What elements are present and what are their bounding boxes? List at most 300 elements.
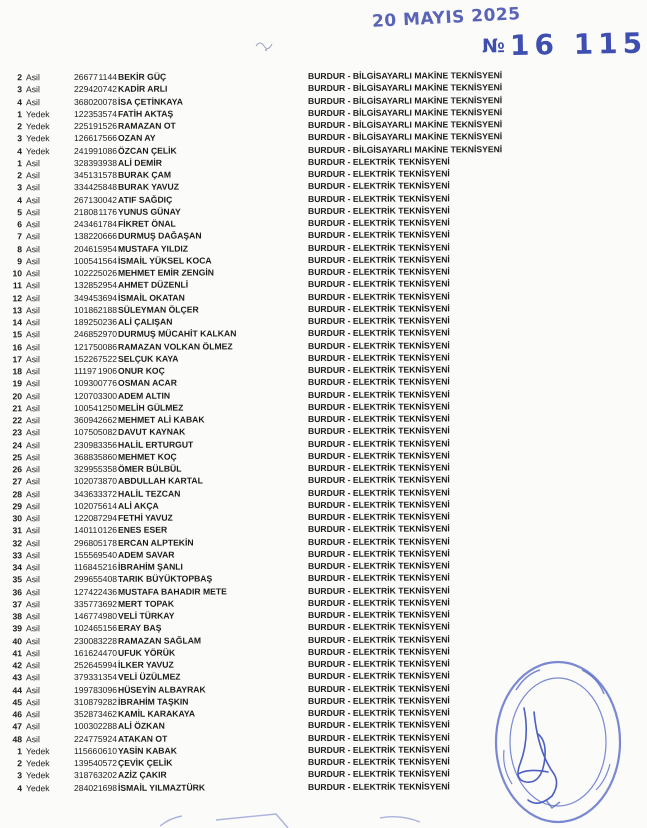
row-program: BURDUR - ELEKTRİK TEKNİSYENİ: [307, 217, 450, 229]
row-type: Asil: [25, 476, 40, 487]
row-id-start: 22477: [73, 733, 98, 744]
row-number: 8: [17, 243, 23, 254]
row-id-start: 16162: [73, 647, 98, 658]
row-name: TARIK BÜYÜKTOPBAŞ: [117, 573, 213, 585]
row-id-end: 5358: [97, 463, 118, 474]
row-type: Yedek: [25, 133, 50, 144]
row-type: Asil: [25, 562, 40, 573]
row-number: 34: [12, 562, 23, 573]
row-id-start: 24685: [73, 329, 98, 340]
row-id-end: 1354: [97, 672, 118, 683]
row-program: BURDUR - ELEKTRİK TEKNİSYENİ: [307, 315, 450, 327]
row-id-end: 1698: [97, 782, 118, 793]
row-id-start: 36802: [73, 96, 98, 107]
row-number: 23: [12, 427, 23, 438]
row-id-start: 23098: [73, 439, 98, 450]
row-id-end: 0126: [97, 525, 118, 536]
row-number: 24: [12, 439, 23, 450]
row-id-end: 5156: [97, 623, 118, 634]
row-program: BURDUR - ELEKTRİK TEKNİSYENİ: [307, 658, 450, 670]
row-id-start: 32839: [73, 157, 98, 168]
row-id-start: 13285: [73, 280, 98, 291]
row-type: Yedek: [25, 782, 50, 793]
row-name: İBRAHİM TAŞKIN: [117, 696, 189, 707]
row-program: BURDUR - ELEKTRİK TEKNİSYENİ: [307, 192, 450, 204]
row-name: MERT TOPAK: [117, 598, 175, 609]
row-id-end: 7566: [97, 133, 118, 144]
row-name: ADEM ALTIN: [117, 390, 171, 401]
row-id-start: 32995: [73, 463, 98, 475]
row-number: 4: [17, 96, 23, 107]
row-name: BURAK ÇAM: [117, 169, 172, 180]
row-number: 17: [12, 354, 23, 365]
row-id-start: 12235: [73, 108, 98, 119]
document-number: 16 115: [509, 26, 647, 62]
row-id-start: 10207: [73, 476, 98, 487]
row-id-end: 3938: [97, 157, 118, 168]
row-id-start: 36883: [73, 451, 98, 462]
row-type: Asil: [25, 611, 40, 622]
row-type: Asil: [25, 194, 40, 205]
row-id-end: 0236: [97, 316, 118, 327]
row-id-start: 33577: [73, 598, 98, 609]
row-id-end: 1176: [98, 206, 118, 217]
row-name: VELİ TÜRKAY: [117, 610, 175, 621]
row-name: İSMAİL OKATAN: [117, 292, 185, 303]
row-program: BURDUR - ELEKTRİK TEKNİSYENİ: [307, 548, 450, 559]
row-id-start: 15556: [73, 549, 98, 560]
pen-mark: [254, 36, 278, 54]
row-name: BEKİR GÜÇ: [117, 71, 167, 82]
row-name: HALİL ERTURGUT: [117, 439, 194, 450]
row-name: ALİ DEMİR: [117, 157, 162, 168]
row-number: 3: [17, 182, 23, 193]
row-id-start: 10750: [73, 427, 98, 438]
row-program: BURDUR - ELEKTRİK TEKNİSYENİ: [307, 584, 450, 596]
row-id-start: 18925: [73, 316, 98, 328]
row-type: Asil: [25, 231, 40, 242]
row-id-start: 22519: [73, 120, 98, 132]
row-name: MEHMET EMİR ZENGİN: [117, 267, 214, 278]
row-name: AZİZ ÇAKIR: [117, 769, 167, 781]
row-id-end: 5082: [97, 427, 118, 438]
row-program: BURDUR - ELEKTRİK TEKNİSYENİ: [307, 290, 450, 302]
row-id-end: 1578: [97, 169, 118, 180]
row-type: Asil: [25, 329, 40, 340]
row-program: BURDUR - ELEKTRİK TEKNİSYENİ: [307, 156, 450, 167]
row-id-start: 24346: [73, 218, 98, 230]
row-name: FETHİ YAVUZ: [117, 512, 173, 523]
row-program: BURDUR - ELEKTRİK TEKNİSYENİ: [307, 633, 450, 645]
row-program: BURDUR - ELEKTRİK TEKNİSYENİ: [307, 339, 450, 351]
row-id-start: 10930: [73, 378, 98, 389]
row-type: Asil: [25, 219, 40, 230]
row-name: BURAK YAVUZ: [117, 181, 179, 193]
row-id-end: 1784: [97, 218, 118, 229]
date-stamp: 20 MAYIS 2025: [371, 4, 522, 32]
row-number: 4: [17, 782, 23, 793]
row-name: VELİ ÜZÜLMEZ: [117, 671, 181, 683]
row-id-start: 20461: [73, 243, 98, 254]
row-id-start: 26713: [73, 194, 98, 205]
row-id-start: 14011: [73, 525, 98, 536]
row-type: Asil: [25, 451, 40, 463]
row-id-start: 10054: [73, 255, 98, 266]
row-id-end: 2662: [97, 414, 118, 425]
row-id-start: 14677: [73, 610, 98, 622]
row-program: BURDUR - ELEKTRİK TEKNİSYENİ: [307, 327, 450, 339]
row-name: DAVUT KAYNAK: [117, 426, 186, 438]
row-number: 5: [17, 207, 23, 218]
row-type: Asil: [25, 598, 40, 610]
row-number: 4: [17, 194, 23, 205]
row-type: Yedek: [25, 758, 50, 769]
row-number: 27: [12, 476, 23, 487]
row-number: 46: [12, 709, 23, 720]
row-program: BURDUR - ELEKTRİK TEKNİSYENİ: [307, 474, 450, 486]
row-id-start: 36094: [73, 414, 98, 426]
row-id-start: 12070: [73, 390, 98, 401]
row-number: 47: [12, 721, 23, 732]
signature-icon: [504, 704, 574, 814]
row-program: BURDUR - ELEKTRİK TEKNİSYENİ: [307, 597, 450, 608]
row-id-end: 5408: [97, 574, 118, 585]
row-type: Yedek: [25, 121, 50, 132]
row-number: 2: [17, 758, 23, 769]
row-type: Asil: [25, 721, 40, 732]
row-id-end: 0610: [97, 745, 118, 756]
row-type: Asil: [25, 574, 40, 585]
row-id-end: 3300: [97, 390, 118, 401]
row-number: 6: [17, 219, 23, 230]
row-name: ERAY BAŞ: [117, 622, 162, 634]
row-number: 1: [17, 746, 23, 757]
row-program: BURDUR - BİLGİSAYARLI MAKİNE TEKNİSYENİ: [307, 131, 503, 143]
row-type: Asil: [25, 537, 40, 548]
row-id-end: 0666: [97, 231, 118, 242]
row-id-end: 1526: [97, 120, 118, 131]
row-number: 41: [12, 648, 23, 659]
row-id-end: 5026: [97, 267, 118, 278]
row-number: 25: [12, 452, 23, 463]
row-id-end: 3096: [97, 684, 118, 695]
row-number: 31: [12, 525, 23, 536]
row-type: Asil: [25, 317, 40, 328]
row-id-end: 9282: [97, 696, 118, 707]
row-type: Yedek: [25, 108, 50, 120]
row-program: BURDUR - ELEKTRİK TEKNİSYENİ: [307, 695, 450, 706]
row-id-start: 34945: [73, 292, 98, 303]
row-name: HALİL TEZCAN: [117, 488, 181, 499]
row-name: SELÇUK KAYA: [117, 353, 179, 364]
row-id-start: 11566: [73, 745, 98, 756]
row-name: FATİH AKTAŞ: [117, 108, 174, 119]
row-id-start: 10030: [73, 721, 98, 732]
row-name: ALİ ÇALIŞAN: [117, 316, 173, 327]
row-program: BURDUR - ELEKTRİK TEKNİSYENİ: [307, 180, 450, 192]
row-id-end: 5216: [97, 561, 118, 572]
row-program: BURDUR - BİLGİSAYARLI MAKİNE TEKNİSYENİ: [307, 70, 503, 82]
row-number: 30: [12, 513, 23, 524]
row-number: 7: [17, 231, 23, 242]
row-id-end: 2288: [97, 721, 118, 732]
row-name: ATIF SAĞDIÇ: [117, 194, 173, 205]
row-number: 44: [12, 684, 23, 695]
row-type: Asil: [25, 353, 40, 365]
row-type: Asil: [25, 255, 40, 267]
row-program: BURDUR - ELEKTRİK TEKNİSYENİ: [307, 254, 450, 265]
row-id-start: 22942: [73, 84, 98, 95]
row-program: BURDUR - ELEKTRİK TEKNİSYENİ: [307, 768, 450, 780]
row-number: 38: [12, 611, 23, 622]
row-id-start: 10054: [73, 402, 98, 413]
row-name: OSMAN ACAR: [117, 377, 177, 389]
row-type: Asil: [25, 378, 40, 389]
row-id-end: 1906: [97, 365, 118, 376]
row-number: 29: [12, 501, 23, 512]
row-program: BURDUR - BİLGİSAYARLI MAKİNE TEKNİSYENİ: [307, 106, 503, 118]
row-program: BURDUR - ELEKTRİK TEKNİSYENİ: [307, 437, 450, 449]
row-number: 2: [17, 121, 23, 132]
row-number: 2: [17, 72, 23, 83]
row-program: BURDUR - ELEKTRİK TEKNİSYENİ: [307, 560, 450, 572]
row-number: 12: [12, 292, 23, 303]
row-type: Asil: [25, 513, 40, 524]
row-id-start: 35287: [73, 708, 98, 720]
row-name: ADEM SAVAR: [117, 549, 175, 560]
row-id-end: 5860: [97, 451, 118, 462]
row-id-start: 13822: [73, 231, 98, 242]
row-program: BURDUR - BİLGİSAYARLI MAKİNE TEKNİSYENİ: [307, 82, 503, 94]
row-id-start: 13954: [73, 757, 98, 769]
row-id-start: 12661: [73, 133, 98, 144]
row-program: BURDUR - ELEKTRİK TEKNİSYENİ: [307, 168, 450, 180]
row-id-start: 15226: [73, 353, 98, 364]
row-name: ÖMER BÜLBÜL: [117, 463, 182, 474]
row-id-start: 29965: [73, 574, 98, 585]
row-id-start: 28402: [73, 782, 98, 793]
row-id-start: 10222: [73, 267, 98, 279]
row-id-end: 3202: [97, 770, 118, 781]
row-program: BURDUR - ELEKTRİK TEKNİSYENİ: [307, 352, 450, 363]
row-id-end: 5848: [97, 182, 118, 193]
row-type: Asil: [25, 672, 40, 683]
row-id-start: 34363: [73, 488, 98, 499]
row-program: BURDUR - ELEKTRİK TEKNİSYENİ: [307, 572, 450, 584]
row-id-start: 11197: [73, 365, 97, 377]
row-name: KADİR ARLI: [117, 83, 168, 95]
row-name: ATAKAN OT: [117, 733, 168, 744]
row-type: Asil: [25, 96, 40, 107]
row-type: Asil: [25, 341, 40, 352]
row-program: BURDUR - ELEKTRİK TEKNİSYENİ: [307, 707, 450, 719]
row-program: BURDUR - ELEKTRİK TEKNİSYENİ: [307, 486, 450, 498]
row-name: AHMET DÜZENLİ: [117, 279, 189, 291]
row-id-end: 1250: [97, 402, 118, 413]
row-number: 28: [12, 488, 23, 499]
row-type: Asil: [25, 182, 40, 193]
row-name: HÜSEYİN ALBAYRAK: [117, 683, 206, 695]
row-id-start: 23008: [73, 635, 98, 646]
row-id-start: 21808: [73, 206, 98, 217]
row-program: BURDUR - ELEKTRİK TEKNİSYENİ: [307, 450, 450, 461]
row-name: YASİN KABAK: [117, 745, 177, 756]
row-number: 32: [12, 537, 23, 548]
row-program: BURDUR - ELEKTRİK TEKNİSYENİ: [307, 205, 450, 216]
row-name: İLKER YAVUZ: [117, 659, 174, 670]
row-number: 37: [12, 599, 23, 610]
row-id-end: 1086: [97, 145, 118, 156]
row-id-end: 3356: [97, 439, 118, 450]
row-program: BURDUR - ELEKTRİK TEKNİSYENİ: [307, 670, 450, 682]
row-number: 40: [12, 635, 23, 646]
row-program: BURDUR - ELEKTRİK TEKNİSYENİ: [307, 499, 450, 510]
row-id-end: 0776: [97, 378, 118, 389]
row-number: 39: [12, 623, 23, 634]
row-id-start: 31876: [73, 770, 98, 781]
row-type: Asil: [25, 390, 40, 401]
row-program: BURDUR - ELEKTRİK TEKNİSYENİ: [307, 462, 450, 474]
row-id-end: 3372: [97, 488, 118, 499]
row-type: Asil: [25, 427, 40, 438]
row-type: Yedek: [25, 745, 50, 757]
row-number: 16: [12, 341, 23, 352]
row-number: 1: [17, 109, 23, 120]
row-number: 13: [12, 305, 23, 316]
row-type: Asil: [25, 635, 40, 646]
row-program: BURDUR - ELEKTRİK TEKNİSYENİ: [307, 376, 450, 388]
row-name: İBRAHİM ŞANLI: [117, 561, 183, 572]
row-type: Asil: [25, 696, 40, 708]
row-program: BURDUR - BİLGİSAYARLI MAKİNE TEKNİSYENİ: [307, 119, 503, 131]
row-program: BURDUR - ELEKTRİK TEKNİSYENİ: [307, 303, 450, 314]
row-id-start: 33442: [73, 182, 98, 193]
row-type: Asil: [25, 684, 40, 695]
row-number: 3: [17, 770, 23, 781]
row-number: 20: [12, 390, 23, 401]
row-type: Asil: [25, 304, 40, 316]
row-name: MEHMET KOÇ: [117, 451, 177, 462]
row-id-start: 10246: [73, 623, 98, 634]
row-id-start: 37933: [73, 672, 98, 683]
row-name: MUSTAFA BAHADIR METE: [117, 585, 227, 597]
row-number: 21: [12, 403, 23, 414]
row-name: ÖZCAN ÇELİK: [117, 145, 177, 156]
row-name: DURMUŞ MÜCAHİT KALKAN: [117, 328, 237, 340]
row-id-end: 7522: [97, 353, 118, 364]
row-program: BURDUR - ELEKTRİK TEKNİSYENİ: [307, 401, 450, 412]
row-name: ÇEVİK ÇELİK: [117, 757, 173, 768]
row-program: BURDUR - ELEKTRİK TEKNİSYENİ: [307, 364, 450, 376]
row-program: BURDUR - ELEKTRİK TEKNİSYENİ: [307, 413, 450, 425]
row-number: 9: [17, 256, 23, 267]
row-number: 48: [12, 733, 23, 744]
row-name: YUNUS GÜNAY: [117, 206, 181, 217]
row-id-end: 2188: [97, 304, 118, 315]
row-id-start: 19978: [73, 684, 98, 695]
row-id-end: 3694: [97, 292, 118, 303]
row-type: Asil: [25, 525, 40, 536]
row-type: Asil: [25, 157, 40, 169]
row-name: RAMAZAN SAĞLAM: [117, 634, 202, 646]
row-id-end: 5614: [97, 500, 118, 511]
row-id-end: 5954: [97, 243, 118, 254]
row-type: Asil: [25, 292, 40, 303]
row-name: MUSTAFA YILDIZ: [117, 243, 189, 254]
row-id-start: 12742: [73, 586, 98, 597]
row-number: 2: [17, 170, 23, 181]
row-type: Asil: [25, 647, 40, 659]
bottom-stamp-fragment-icon: [160, 800, 460, 828]
row-type: Asil: [25, 280, 40, 291]
row-type: Asil: [25, 549, 40, 561]
row-type: Asil: [25, 623, 40, 634]
row-name: RAMAZAN OT: [117, 120, 176, 131]
row-program: BURDUR - ELEKTRİK TEKNİSYENİ: [307, 425, 450, 437]
row-id-start: 24199: [73, 145, 98, 156]
row-number: 45: [12, 697, 23, 708]
row-name: İSA ÇETİNKAYA: [117, 96, 183, 107]
row-type: Asil: [25, 206, 40, 218]
row-id-end: 9540: [97, 549, 118, 560]
row-program: BURDUR - ELEKTRİK TEKNİSYENİ: [307, 731, 450, 743]
row-type: Asil: [25, 439, 40, 450]
row-number: 3: [17, 133, 23, 144]
row-name: DURMUŞ DAĞAŞAN: [117, 230, 202, 242]
row-name: ALİ AKÇA: [117, 500, 159, 511]
row-number: 36: [12, 586, 23, 597]
row-program: BURDUR - ELEKTRİK TEKNİSYENİ: [307, 756, 450, 768]
row-program: BURDUR - ELEKTRİK TEKNİSYENİ: [307, 266, 450, 278]
row-number: 1: [17, 158, 23, 169]
row-type: Asil: [25, 268, 40, 279]
row-type: Asil: [25, 366, 40, 377]
row-id-end: 0042: [97, 194, 118, 205]
row-number: 18: [12, 366, 23, 377]
row-id-end: 0742: [97, 84, 118, 95]
row-type: Yedek: [25, 770, 50, 781]
row-program: BURDUR - ELEKTRİK TEKNİSYENİ: [307, 646, 450, 657]
row-name: ABDULLAH KARTAL: [117, 475, 203, 487]
row-number: 35: [12, 574, 23, 585]
row-id-end: 1144: [98, 71, 118, 82]
row-id-end: 4470: [97, 647, 118, 658]
document-number-stamp: [482, 27, 647, 63]
row-id-end: 3870: [97, 476, 118, 487]
row-id-end: 2954: [97, 280, 118, 291]
row-name: ERCAN ALPTEKİN: [117, 537, 194, 548]
row-number: 42: [12, 660, 23, 671]
row-program: BURDUR - BİLGİSAYARLI MAKİNE TEKNİSYENİ: [307, 143, 503, 155]
row-id-end: 3462: [97, 708, 118, 719]
row-id-end: 2436: [97, 586, 118, 597]
row-number: 3: [17, 84, 23, 95]
row-name: ONUR KOÇ: [117, 365, 165, 376]
row-id-start: 10207: [73, 500, 98, 511]
row-program: BURDUR - ELEKTRİK TEKNİSYENİ: [307, 780, 450, 792]
row-program: BURDUR - ELEKTRİK TEKNİSYENİ: [307, 511, 450, 523]
row-type: Asil: [25, 500, 40, 512]
row-id-end: 3228: [97, 635, 118, 646]
row-number: 15: [12, 329, 23, 340]
row-number: 26: [12, 464, 23, 475]
row-program: BURDUR - ELEKTRİK TEKNİSYENİ: [307, 523, 450, 535]
row-id-end: 1564: [97, 255, 118, 266]
row-type: Asil: [25, 72, 40, 83]
row-type: Asil: [25, 733, 40, 744]
row-number: 22: [12, 415, 23, 426]
row-id-start: 31087: [73, 696, 98, 707]
